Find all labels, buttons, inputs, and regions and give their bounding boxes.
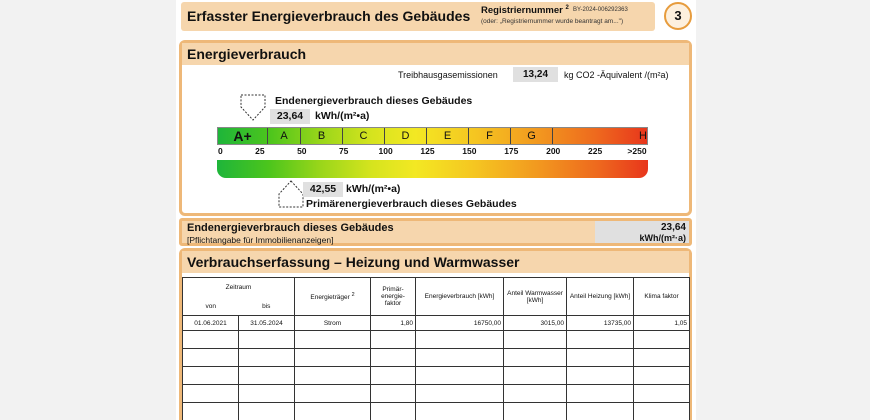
summary-value: 23,64: [660, 222, 686, 233]
ghg-label: Treibhausgasemissionen: [398, 70, 498, 80]
empty-cell: [567, 367, 634, 385]
final-energy-summary: [179, 218, 692, 246]
table-cell-from: 01.06.2021: [183, 316, 239, 331]
ghg-unit: kg CO2 -Äquivalent /(m²a): [564, 70, 669, 80]
energy-class-a: A: [268, 128, 301, 144]
heating-share-header: Anteil Heizung [kWh]: [567, 278, 634, 316]
empty-cell: [567, 385, 634, 403]
primary-energy-unit: kWh/(m²•a): [346, 183, 401, 195]
empty-cell: [239, 403, 295, 420]
summary-title: Endenergieverbrauch dieses Gebäudes: [187, 222, 394, 234]
empty-cell: [416, 349, 504, 367]
empty-table-row: [183, 403, 690, 420]
empty-cell: [295, 385, 371, 403]
empty-cell: [416, 385, 504, 403]
carrier-header: Energieträger $^2$: [295, 278, 371, 316]
page-header: [181, 2, 655, 31]
energy-class-b: B: [301, 128, 343, 144]
empty-table-row: [183, 385, 690, 403]
table-cell-energy: 16750,00: [416, 316, 504, 331]
empty-cell: [504, 367, 567, 385]
empty-cell: [567, 349, 634, 367]
scale-tick: 25: [255, 146, 265, 156]
energy-consumption-header: Energieverbrauch [kWh]: [416, 278, 504, 316]
empty-cell: [239, 349, 295, 367]
empty-cell: [634, 349, 690, 367]
empty-cell: [371, 367, 416, 385]
empty-cell: [416, 403, 504, 420]
table-cell-primary-factor: 1,80: [371, 316, 416, 331]
energy-class-a-plus: A+: [218, 128, 268, 144]
empty-table-row: [183, 367, 690, 385]
scale-tick: 150: [462, 146, 477, 156]
empty-cell: [504, 331, 567, 349]
final-energy-label: Endenergieverbrauch dieses Gebäudes: [275, 95, 473, 107]
registration-label: Registriernummer $^2$: [481, 5, 569, 17]
scale-tick: 225: [588, 146, 603, 156]
energy-class-g: G: [511, 128, 553, 144]
period-header: Zeitraum: [183, 278, 295, 298]
empty-cell: [371, 349, 416, 367]
energy-class-h: H: [639, 130, 647, 142]
summary-value-box: [595, 221, 689, 243]
summary-unit: kWh/(m²·a): [639, 233, 686, 243]
scale-tick: 200: [546, 146, 561, 156]
empty-cell: [567, 331, 634, 349]
empty-cell: [504, 403, 567, 420]
table-cell-heating: 13735,00: [567, 316, 634, 331]
scale-tick: 75: [338, 146, 349, 156]
table-row: [183, 316, 690, 331]
consumption-table: [182, 277, 690, 420]
empty-cell: [183, 331, 239, 349]
final-energy-unit: kWh/(m²•a): [315, 110, 370, 122]
empty-cell: [239, 385, 295, 403]
empty-cell: [634, 403, 690, 420]
empty-table-row: [183, 349, 690, 367]
energy-class-e: E: [427, 128, 469, 144]
empty-cell: [504, 349, 567, 367]
energy-class-c: C: [343, 128, 385, 144]
energy-section-title: Energieverbrauch: [182, 43, 689, 65]
to-header: bis: [239, 298, 295, 316]
hot-water-share-header: Anteil Warmwasser [kWh]: [504, 278, 567, 316]
empty-cell: [239, 367, 295, 385]
empty-cell: [371, 385, 416, 403]
empty-cell: [295, 367, 371, 385]
scale-tick: >250: [627, 146, 647, 156]
primary-energy-label: Primärenergieverbrauch dieses Gebäudes: [306, 198, 517, 210]
registration-number: BY-2024-006292363: [573, 7, 628, 13]
ghg-value: 13,24: [513, 67, 558, 82]
energy-class-f: F: [469, 128, 511, 144]
empty-cell: [183, 385, 239, 403]
scale-tick: 50: [297, 146, 307, 156]
energy-class-d: D: [385, 128, 427, 144]
empty-cell: [183, 403, 239, 420]
scale-tick: 100: [378, 146, 393, 156]
page-number-badge: 3: [664, 2, 692, 30]
table-cell-to: 31.05.2024: [239, 316, 295, 331]
climate-factor-header: Klima faktor: [634, 278, 690, 316]
table-cell-climate: 1,05: [634, 316, 690, 331]
scale-tick: 125: [420, 146, 435, 156]
empty-cell: [295, 349, 371, 367]
energy-scale-bar-bottom: [217, 160, 648, 178]
empty-cell: [371, 331, 416, 349]
empty-table-row: [183, 331, 690, 349]
empty-cell: [634, 385, 690, 403]
energy-section: [179, 40, 692, 216]
empty-cell: [567, 403, 634, 420]
empty-cell: [371, 403, 416, 420]
empty-cell: [416, 367, 504, 385]
primary-factor-header: Primär-energie-faktor: [371, 278, 416, 316]
primary-energy-marker-icon: [277, 179, 305, 209]
table-cell-hot-water: 3015,00: [504, 316, 567, 331]
empty-cell: [504, 385, 567, 403]
empty-cell: [634, 367, 690, 385]
consumption-section: [179, 248, 692, 420]
empty-cell: [183, 367, 239, 385]
registration-note: (oder: „Registriernummer wurde beantragt am..."): [481, 18, 624, 25]
scale-tick: 175: [504, 146, 519, 156]
table-cell-carrier: Strom: [295, 316, 371, 331]
energy-scale-bar: [217, 127, 648, 145]
final-energy-value: 23,64: [270, 109, 310, 124]
from-header: von: [183, 298, 239, 316]
empty-cell: [239, 331, 295, 349]
empty-cell: [416, 331, 504, 349]
empty-cell: [634, 331, 690, 349]
empty-cell: [295, 331, 371, 349]
final-energy-marker-icon: [239, 93, 267, 123]
page-title: Erfasster Energieverbrauch des Gebäudes: [187, 8, 471, 24]
primary-energy-value: 42,55: [303, 182, 343, 197]
empty-cell: [295, 403, 371, 420]
empty-cell: [183, 349, 239, 367]
consumption-section-title: Verbrauchserfassung – Heizung und Warmwasser: [182, 251, 689, 273]
summary-subtitle: [Pflichtangabe für Immobilienanzeigen]: [187, 235, 334, 245]
scale-tick: 0: [218, 146, 223, 156]
